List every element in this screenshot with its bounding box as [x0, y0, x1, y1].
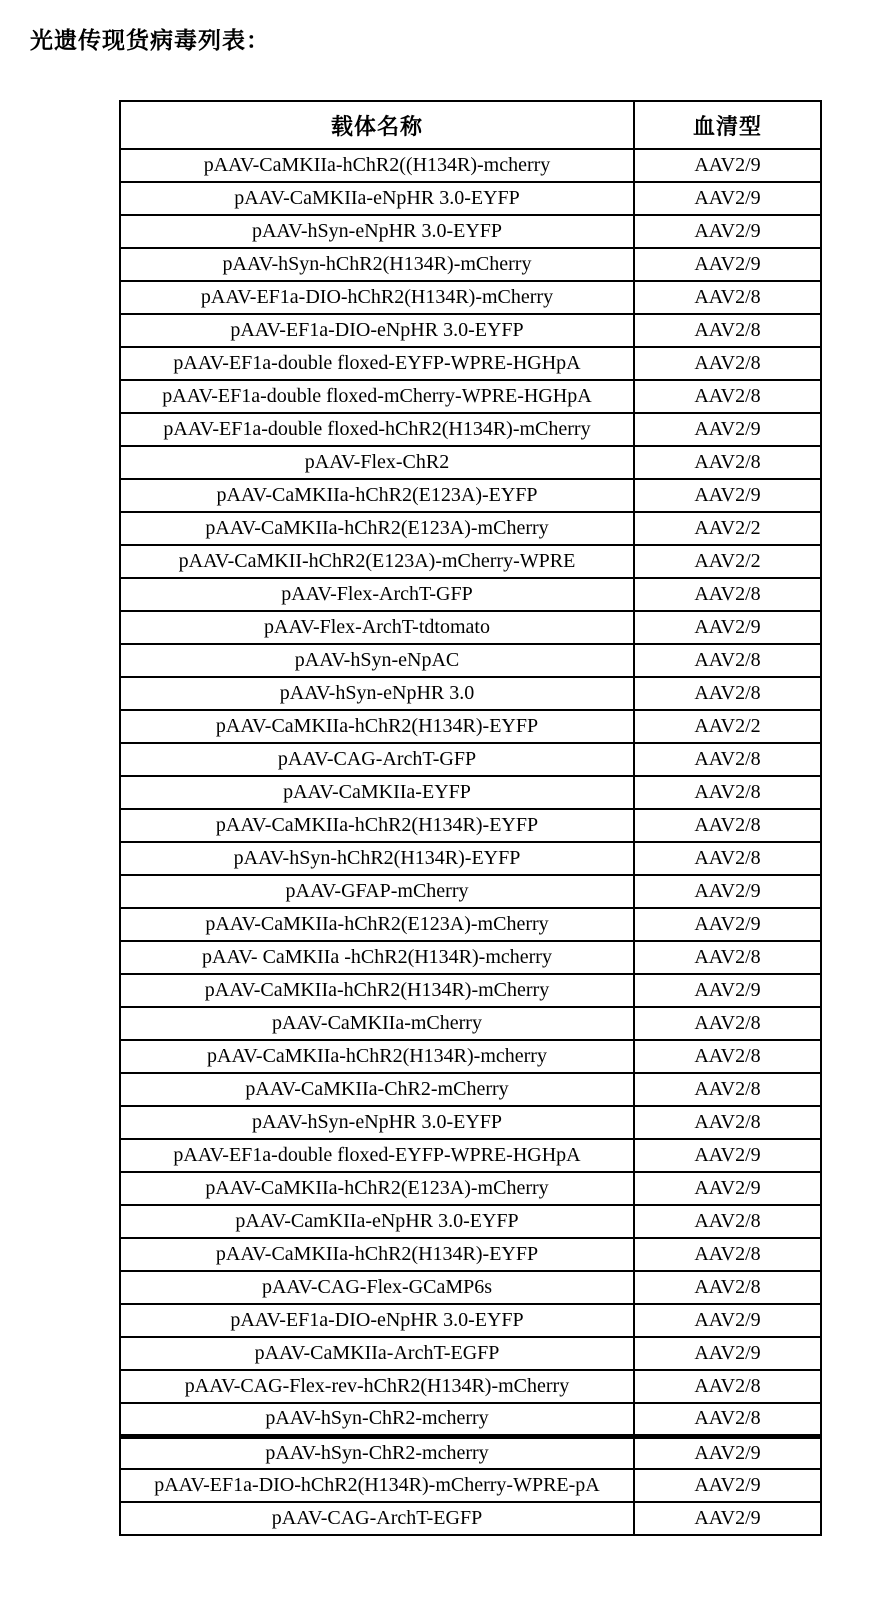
vector-name-cell: pAAV-CaMKIIa-eNpHR 3.0-EYFP	[120, 182, 634, 215]
vector-name-cell: pAAV-CAG-ArchT-EGFP	[120, 1502, 634, 1535]
vector-name-cell: pAAV-Flex-ArchT-tdtomato	[120, 611, 634, 644]
serotype-cell: AAV2/8	[634, 1040, 821, 1073]
table-row	[120, 215, 821, 248]
table-row	[120, 1172, 821, 1205]
vector-name-cell: pAAV-CaMKIIa-hChR2(H134R)-EYFP	[120, 809, 634, 842]
serotype-cell: AAV2/9	[634, 479, 821, 512]
vector-name-cell: pAAV-CaMKIIa-ArchT-EGFP	[120, 1337, 634, 1370]
serotype-cell: AAV2/8	[634, 380, 821, 413]
serotype-cell: AAV2/8	[634, 1007, 821, 1040]
table-row	[120, 545, 821, 578]
vector-name-cell: pAAV-CaMKIIa-hChR2(H134R)-EYFP	[120, 1238, 634, 1271]
vector-name-cell: pAAV-CaMKIIa-EYFP	[120, 776, 634, 809]
serotype-cell: AAV2/2	[634, 545, 821, 578]
table-row	[120, 281, 821, 314]
vector-name-cell: pAAV-CAG-ArchT-GFP	[120, 743, 634, 776]
serotype-cell: AAV2/9	[634, 1436, 821, 1469]
serotype-cell: AAV2/8	[634, 1106, 821, 1139]
vector-name-cell: pAAV-CaMKIIa-hChR2(H134R)-EYFP	[120, 710, 634, 743]
serotype-cell: AAV2/9	[634, 1139, 821, 1172]
vector-name-cell: pAAV-EF1a-double floxed-mCherry-WPRE-HGHpA	[120, 380, 634, 413]
serotype-cell: AAV2/8	[634, 1403, 821, 1436]
table-body	[120, 149, 821, 1535]
vector-name-cell: pAAV-CaMKIIa-hChR2(E123A)-mCherry	[120, 908, 634, 941]
table-row	[120, 644, 821, 677]
serotype-cell: AAV2/9	[634, 611, 821, 644]
serotype-cell: AAV2/8	[634, 446, 821, 479]
serotype-cell: AAV2/8	[634, 941, 821, 974]
vector-name-cell: pAAV-CaMKII-hChR2(E123A)-mCherry-WPRE	[120, 545, 634, 578]
vector-name-cell: pAAV-CAG-Flex-rev-hChR2(H134R)-mCherry	[120, 1370, 634, 1403]
serotype-cell: AAV2/8	[634, 281, 821, 314]
header-row	[120, 101, 821, 149]
serotype-cell: AAV2/8	[634, 1073, 821, 1106]
vector-name-cell: pAAV-EF1a-DIO-eNpHR 3.0-EYFP	[120, 1304, 634, 1337]
table-row	[120, 347, 821, 380]
serotype-cell: AAV2/9	[634, 1172, 821, 1205]
serotype-cell: AAV2/9	[634, 149, 821, 182]
serotype-cell: AAV2/9	[634, 974, 821, 1007]
vector-name-cell: pAAV-hSyn-eNpHR 3.0	[120, 677, 634, 710]
vector-name-cell: pAAV-EF1a-DIO-hChR2(H134R)-mCherry	[120, 281, 634, 314]
serotype-cell: AAV2/2	[634, 512, 821, 545]
table-row	[120, 1403, 821, 1436]
serotype-cell: AAV2/9	[634, 182, 821, 215]
page-title: 光遗传现货病毒列表：	[30, 28, 270, 53]
table-row	[120, 875, 821, 908]
column-header-vector-name: 载体名称	[120, 101, 634, 149]
vector-name-cell: pAAV-CaMKIIa-hChR2(E123A)-EYFP	[120, 479, 634, 512]
serotype-cell: AAV2/9	[634, 248, 821, 281]
serotype-cell: AAV2/2	[634, 710, 821, 743]
serotype-cell: AAV2/8	[634, 809, 821, 842]
vector-name-cell: pAAV-GFAP-mCherry	[120, 875, 634, 908]
vector-name-cell: pAAV-hSyn-eNpAC	[120, 644, 634, 677]
serotype-cell: AAV2/8	[634, 1370, 821, 1403]
serotype-cell: AAV2/9	[634, 1304, 821, 1337]
table-row	[120, 743, 821, 776]
column-header-serotype: 血清型	[634, 101, 821, 149]
table-row	[120, 380, 821, 413]
vector-name-cell: pAAV-CaMKIIa-mCherry	[120, 1007, 634, 1040]
table-row	[120, 809, 821, 842]
table-row	[120, 1502, 821, 1535]
vector-name-cell: pAAV-CaMKIIa-hChR2(H134R)-mCherry	[120, 974, 634, 1007]
serotype-cell: AAV2/9	[634, 1337, 821, 1370]
table-row	[120, 1073, 821, 1106]
vector-name-cell: pAAV-hSyn-eNpHR 3.0-EYFP	[120, 215, 634, 248]
vector-name-cell: pAAV-CaMKIIa-hChR2((H134R)-mcherry	[120, 149, 634, 182]
serotype-cell: AAV2/8	[634, 578, 821, 611]
table-row	[120, 446, 821, 479]
table-row	[120, 908, 821, 941]
table-row	[120, 479, 821, 512]
vector-name-cell: pAAV-CaMKIIa-hChR2(H134R)-mcherry	[120, 1040, 634, 1073]
table-row	[120, 1337, 821, 1370]
table-row	[120, 512, 821, 545]
serotype-cell: AAV2/9	[634, 908, 821, 941]
vector-name-cell: pAAV-CaMKIIa-hChR2(E123A)-mCherry	[120, 512, 634, 545]
table-row	[120, 941, 821, 974]
vector-name-cell: pAAV-EF1a-double floxed-hChR2(H134R)-mCherry	[120, 413, 634, 446]
serotype-cell: AAV2/8	[634, 644, 821, 677]
table-row	[120, 974, 821, 1007]
vector-name-cell: pAAV-hSyn-hChR2(H134R)-EYFP	[120, 842, 634, 875]
table-row	[120, 248, 821, 281]
vector-name-cell: pAAV-CaMKIIa-hChR2(E123A)-mCherry	[120, 1172, 634, 1205]
table-row	[120, 677, 821, 710]
table-row	[120, 1007, 821, 1040]
table-row	[120, 1106, 821, 1139]
serotype-cell: AAV2/8	[634, 1238, 821, 1271]
table-row	[120, 1040, 821, 1073]
serotype-cell: AAV2/8	[634, 842, 821, 875]
serotype-cell: AAV2/8	[634, 1205, 821, 1238]
table-row	[120, 611, 821, 644]
table-row	[120, 776, 821, 809]
table-row	[120, 314, 821, 347]
serotype-cell: AAV2/8	[634, 1271, 821, 1304]
vector-name-cell: pAAV-Flex-ChR2	[120, 446, 634, 479]
table-row	[120, 1469, 821, 1502]
serotype-cell: AAV2/8	[634, 776, 821, 809]
vector-name-cell: pAAV-CaMKIIa-ChR2-mCherry	[120, 1073, 634, 1106]
vector-name-cell: pAAV-hSyn-ChR2-mcherry	[120, 1436, 634, 1469]
vector-name-cell: pAAV-EF1a-double floxed-EYFP-WPRE-HGHpA	[120, 347, 634, 380]
vector-name-cell: pAAV-hSyn-eNpHR 3.0-EYFP	[120, 1106, 634, 1139]
serotype-cell: AAV2/8	[634, 347, 821, 380]
table-row	[120, 1271, 821, 1304]
vector-name-cell: pAAV-EF1a-double floxed-EYFP-WPRE-HGHpA	[120, 1139, 634, 1172]
vector-name-cell: pAAV-EF1a-DIO-hChR2(H134R)-mCherry-WPRE-pA	[120, 1469, 634, 1502]
table-row	[120, 1370, 821, 1403]
table-row	[120, 710, 821, 743]
vector-name-cell: pAAV- CaMKIIa -hChR2(H134R)-mcherry	[120, 941, 634, 974]
serotype-cell: AAV2/9	[634, 215, 821, 248]
table-row	[120, 149, 821, 182]
vector-name-cell: pAAV-hSyn-ChR2-mcherry	[120, 1403, 634, 1436]
serotype-cell: AAV2/9	[634, 413, 821, 446]
table-row	[120, 1304, 821, 1337]
table-row	[120, 413, 821, 446]
table-row	[120, 182, 821, 215]
serotype-cell: AAV2/8	[634, 743, 821, 776]
serotype-cell: AAV2/9	[634, 1502, 821, 1535]
table-row	[120, 842, 821, 875]
serotype-cell: AAV2/8	[634, 677, 821, 710]
table-row	[120, 1238, 821, 1271]
vector-name-cell: pAAV-EF1a-DIO-eNpHR 3.0-EYFP	[120, 314, 634, 347]
serotype-cell: AAV2/9	[634, 1469, 821, 1502]
vector-name-cell: pAAV-Flex-ArchT-GFP	[120, 578, 634, 611]
table-row	[120, 578, 821, 611]
vector-name-cell: pAAV-hSyn-hChR2(H134R)-mCherry	[120, 248, 634, 281]
table-row	[120, 1436, 821, 1469]
virus-table	[119, 100, 822, 1536]
vector-name-cell: pAAV-CamKIIa-eNpHR 3.0-EYFP	[120, 1205, 634, 1238]
table-row	[120, 1139, 821, 1172]
serotype-cell: AAV2/9	[634, 875, 821, 908]
table-row	[120, 1205, 821, 1238]
vector-name-cell: pAAV-CAG-Flex-GCaMP6s	[120, 1271, 634, 1304]
serotype-cell: AAV2/8	[634, 314, 821, 347]
